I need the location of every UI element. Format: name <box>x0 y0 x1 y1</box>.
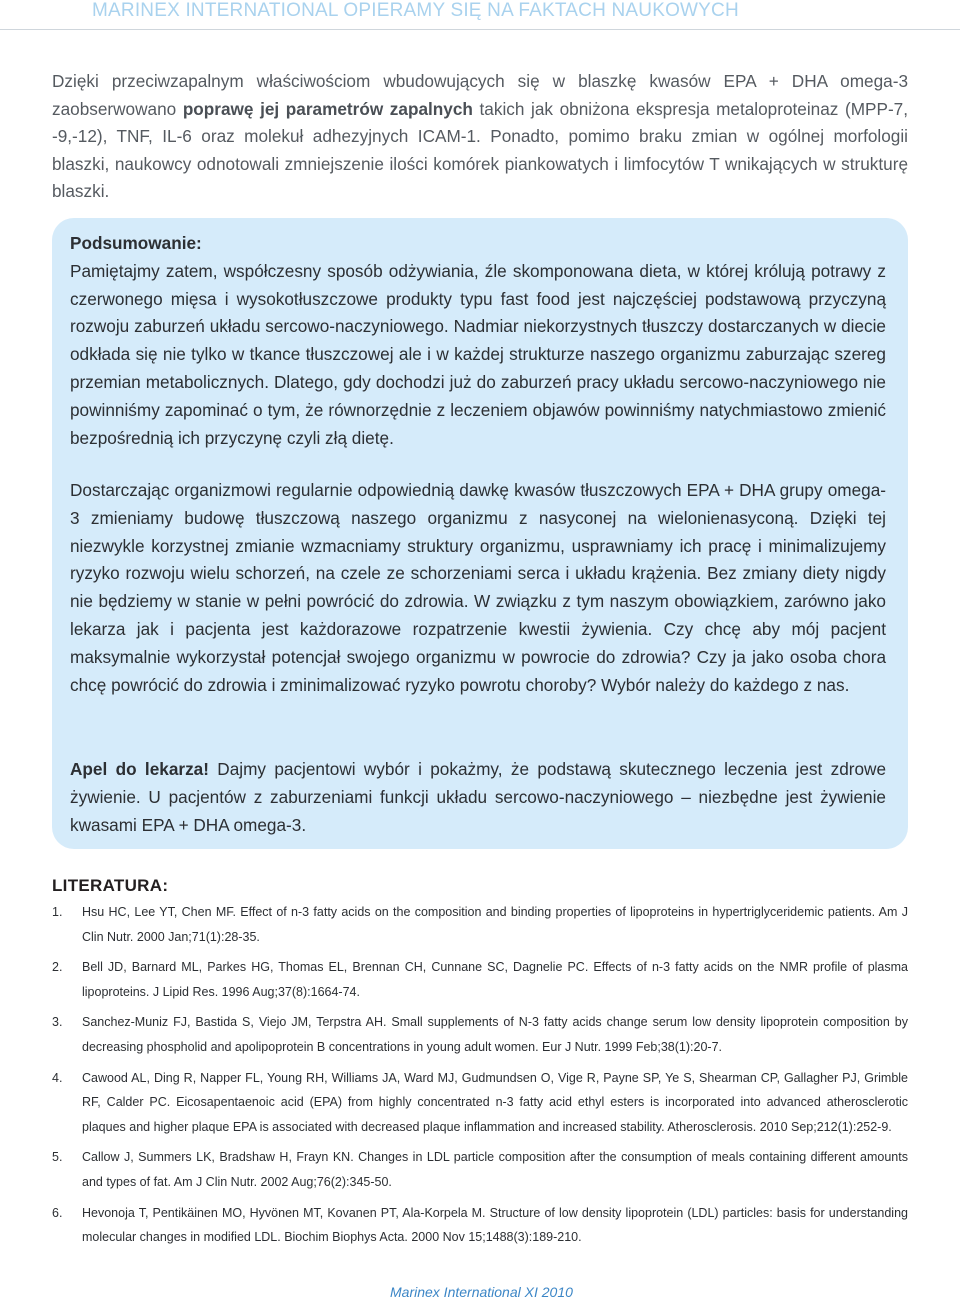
reference-number: 1. <box>52 905 63 919</box>
reference-number: 4. <box>52 1070 63 1085</box>
page-header: MARINEX INTERNATIONAL OPIERAMY SIĘ NA FAKTACH NAUKOWYCH <box>92 0 739 21</box>
apel-title: Apel do lekarza! <box>70 759 209 779</box>
reference-item <box>52 900 908 949</box>
reference-item <box>52 1201 908 1250</box>
reference-list <box>52 900 908 1256</box>
reference-text: Bell JD, Barnard ML, Parkes HG, Thomas EL, Brennan CH, Cunnane SC, Dagnelie PC. Effects of n-3 fatty acids on the NMR profile of plasma lipoproteins. J Lipid Res. 1996 Aug;37(8):1664-74. <box>82 960 908 999</box>
reference-item <box>52 1010 908 1059</box>
reference-number: 5. <box>52 1150 63 1165</box>
header-divider <box>0 29 960 30</box>
intro-paragraph <box>52 68 908 206</box>
reference-text: Hevonoja T, Pentikäinen MO, Hyvönen MT, Kovanen PT, Ala-Korpela M. Structure of low density lipoprotein (LDL) particles: basis for understanding molecular changes in modified LDL. Biochim Biophys Acta. 2000 Nov 15;1488(3):189-210. <box>82 1205 908 1245</box>
intro-bold-phrase: poprawę jej parametrów zapalnych <box>182 98 473 119</box>
summary-paragraph-1-text: Pamiętajmy zatem, współczesny sposób odżywiania, źle skomponowana dieta, w której królują potrawy z czerwonego mięsa i wysokotłuszczowe produkty typu fast food jest najczęściej podstawową przyczyną rozwoju zaburzeń układu sercowo-naczyniowego. Nadmiar niekorzystnych tłuszczy dostarczanych w diecie odkłada się nie tylko w tkance tłuszczowej ale i w każdej strukturze naszego organizmu zaburzając szereg przemian metabolicznych. Dlatego, gdy dochodzi już do zaburzeń pracy układu sercowo-naczyniowego nie powinniśmy zapominać o tym, że równorzędnie z leczeniem objawów powinniśmy natychmiastowo zmienić bezpośrednią ich przyczynę czyli złą dietę. <box>70 260 886 448</box>
reference-text: Cawood AL, Ding R, Napper FL, Young RH, Williams JA, Ward MJ, Gudmundsen O, Vige R, Payne SP, Ye S, Shearman CP, Gallagher PJ, Grimble RF, Calder PC. Eicosapentaenoic acid (EPA) from highly concentrated n-3 fatty acid ethyl esters is incorporated into advanced atherosclerotic plaques and higher plaque EPA is associated with decreased plaque inflammation and increased stability. Atherosclerosis. 2010 Sep;212(1):252-9. <box>82 1070 908 1134</box>
reference-item <box>52 1145 908 1194</box>
summary-paragraph-1 <box>70 230 886 452</box>
reference-number: 2. <box>52 960 63 975</box>
intro-text-end: takich jak obniżona ekspresja metaloproteinaz (MPP-7, -9,-12), TNF, IL-6 oraz molekuł adhezyjnych ICAM-1. Ponadto, pomimo braku zmian w ogólnej morfologii blaszki, naukowcy odnotowali zmniejszenie ilości komórek piankowatych i limfocytów T wnikających w strukturę blaszki. <box>52 98 909 202</box>
literature-heading: LITERATURA: <box>52 876 169 895</box>
reference-number: 3. <box>52 1015 63 1030</box>
reference-number: 6. <box>52 1205 63 1220</box>
apel-paragraph <box>70 756 886 839</box>
reference-text: Sanchez-Muniz FJ, Bastida S, Viejo JM, Terpstra AH. Small supplements of N-3 fatty acids change serum low density lipoprotein composition by decreasing phospholid and apolipoprotein B concentrations in young adult women. Eur J Nutr. 1999 Feb;38(1):20-7. <box>82 1015 908 1054</box>
summary-paragraph-2: Dostarczając organizmowi regularnie odpowiednią dawkę kwasów tłuszczowych EPA + DHA grupy omega-3 zmieniamy budowę tłuszczową naszego organizmu z nasyconej na wielonienasyconą. Dzięki tej niezwykle korzystnej zmianie wzmacniamy struktury organizmu, usprawniamy ich pracę i minimalizujemy ryzyko rozwoju wielu schorzeń, na czele ze schorzeniami serca i układu krążenia. Bez zmiany diety nigdy nie będziemy w stanie w pełni powrócić do zdrowia. W związku z tym naszym obowiązkiem, zarówno jako lekarza jak i pacjenta jest każdorazowe rozpatrzenie kwestii żywienia. Czy chcę aby mój pacjent maksymalnie wykorzystał potencjał swojego organizmu w powrocie do zdrowia? Czy ja jako osoba chora chcę powrócić do zdrowia i zminimalizować ryzyko powrotu choroby? Wybór należy do każdego z nas. <box>70 480 886 695</box>
apel-text: Dajmy pacjentowi wybór i pokażmy, że podstawą skutecznego leczenia jest zdrowe żywienie. U pacjentów z zaburzeniami funkcji układu sercowo-naczyniowego – niezbędne jest żywienie kwasami EPA + DHA omega-3. <box>70 759 887 835</box>
reference-item <box>52 1066 908 1140</box>
reference-text: Callow J, Summers LK, Bradshaw H, Frayn KN. Changes in LDL particle composition after the consumption of meals containing different amounts and types of fat. Am J Clin Nutr. 2002 Aug;76(2):345-50. <box>82 1150 908 1189</box>
reference-item <box>52 955 908 1004</box>
page-footer: Marinex International XI 2010 <box>390 1284 573 1300</box>
reference-text: Hsu HC, Lee YT, Chen MF. Effect of n-3 fatty acids on the composition and binding properties of lipoproteins in hypertriglyceridemic patients. Am J Clin Nutr. 2000 Jan;71(1):28-35. <box>82 905 908 944</box>
summary-title: Podsumowanie: <box>70 233 202 253</box>
intro-text-start: Dzięki przeciwzapalnym właściwościom wbudowujących się w blaszkę kwasów EPA + DHA omega-3 zaobserwowano <box>52 71 908 119</box>
